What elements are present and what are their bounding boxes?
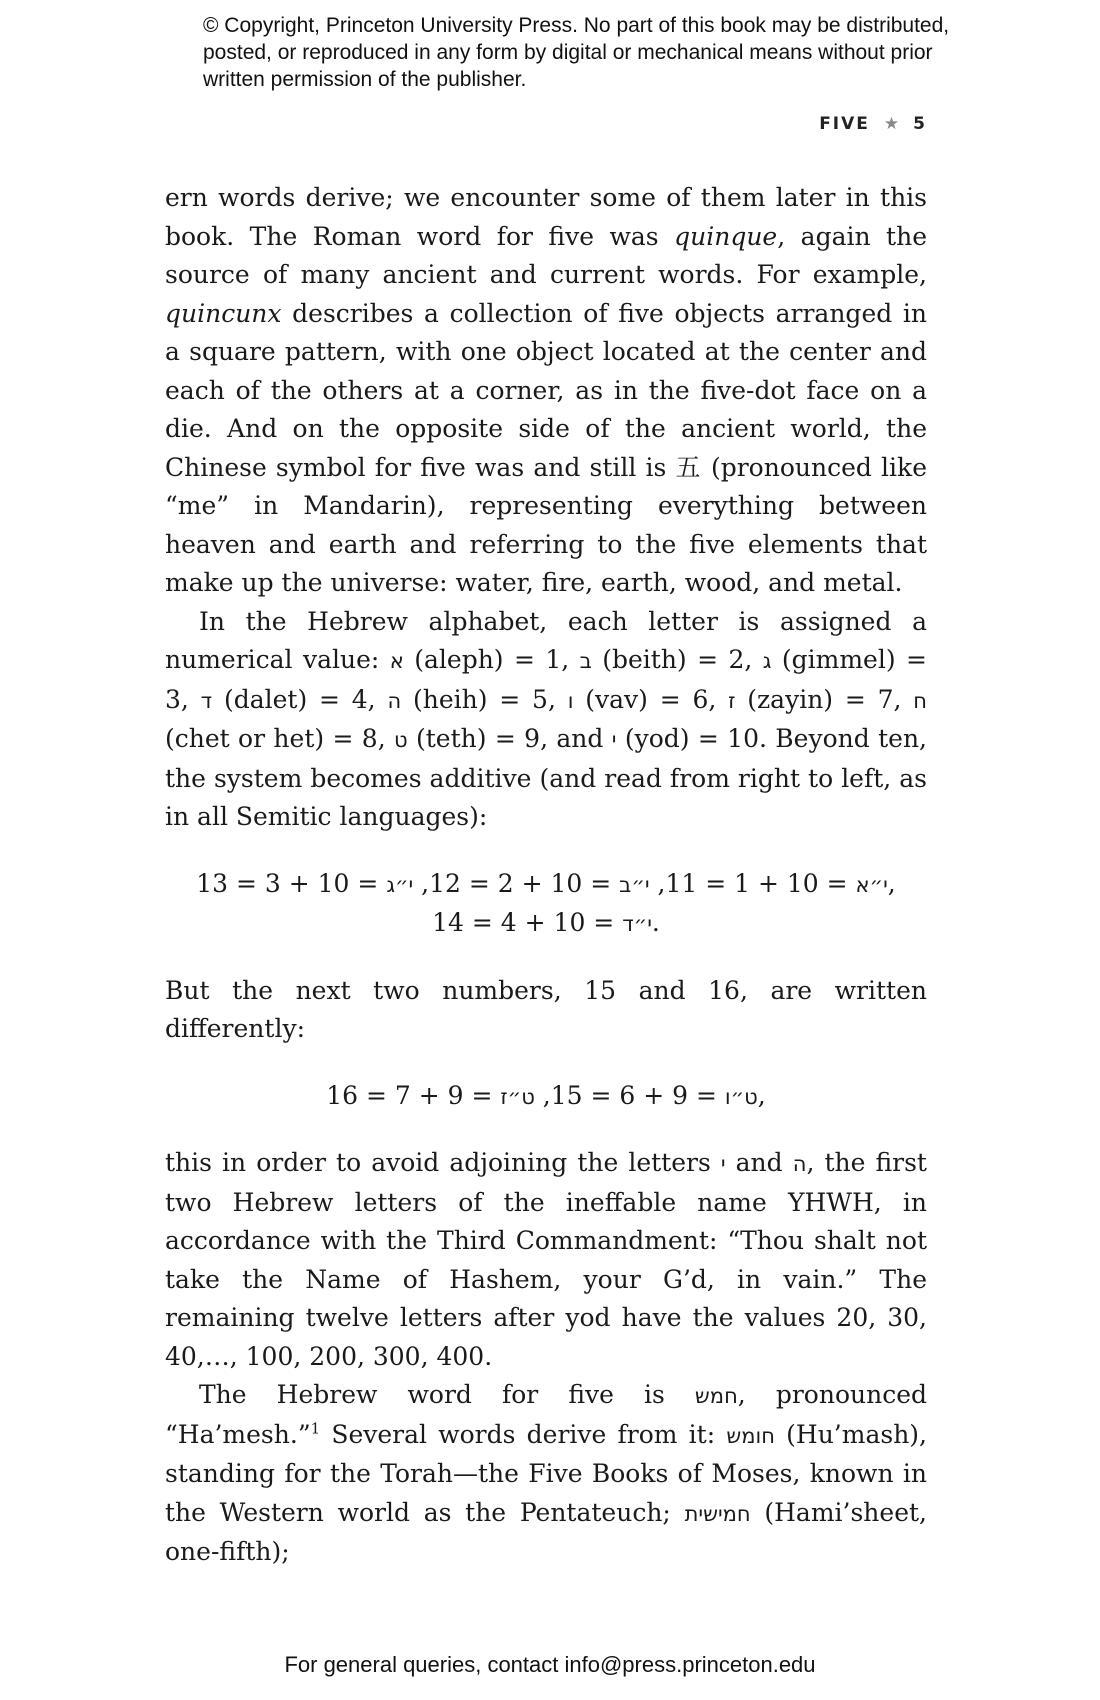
paragraph-1	[165, 179, 927, 603]
hebrew-letter: ז	[728, 688, 736, 713]
star-icon: ★	[883, 114, 900, 134]
hebrew-numeral: י״ב	[619, 872, 650, 897]
hebrew-letter: ח	[913, 688, 928, 713]
paragraph-2	[165, 603, 927, 837]
hebrew-numeral: י״ג	[386, 872, 414, 897]
text-run: (heih) = 5,	[401, 684, 568, 714]
paragraph-3: But the next two numbers, 15 and 16, are written differently:	[165, 975, 927, 1043]
chapter-title: FIVE	[819, 114, 870, 134]
text-run: , again the source of many ancient and current words. For example,	[165, 221, 927, 289]
text-run: (yod) = 10. Beyond ten, the system becomes additive (and read from right to left, as in all Semitic languages):	[165, 724, 928, 831]
text-run: = 10 + 1 = 11,	[649, 868, 856, 898]
hebrew-numeral: י״ד	[622, 912, 652, 936]
text-run: (aleph) = 1,	[403, 645, 580, 674]
text-run: The Hebrew word for five is	[199, 1380, 695, 1409]
text-run: and	[725, 1148, 793, 1177]
hebrew-letter: י	[720, 1152, 726, 1176]
equation-block-2	[165, 1077, 927, 1117]
hebrew-numeral: ט״ו	[724, 1084, 758, 1109]
hebrew-letter: ט	[394, 728, 408, 752]
text-run: = 9 + 6 = 15,	[534, 1080, 725, 1110]
text-run: Several words derive from it:	[320, 1419, 727, 1449]
text-run: , pronounced “Ha’mesh.”	[165, 1380, 927, 1449]
text-run: (Hu’mash), standing for the Torah—the Five Books of Moses, known in the Western world as the Pentateuch;	[165, 1419, 927, 1527]
text-run: (gimmel) = 3,	[165, 645, 927, 714]
text-run: = 10 + 4 = 14.	[432, 908, 660, 937]
latin-word-quincunx: quincunx	[165, 298, 282, 328]
text-run: = 9 + 7 = 16,	[326, 1080, 766, 1110]
hebrew-letter: ב	[579, 649, 592, 673]
text-run: In the Hebrew alphabet, each letter is assigned a numerical value:	[165, 606, 927, 674]
hebrew-letter: ד	[200, 688, 213, 713]
paragraph-5	[165, 1376, 927, 1572]
hebrew-numeral: י״א	[855, 872, 888, 897]
text-run: (vav) = 6,	[573, 684, 729, 714]
equation-block-1	[165, 865, 927, 944]
text-run: (teth) = 9, and	[407, 724, 612, 753]
text-run: (beith) = 2,	[591, 645, 763, 674]
footer-contact: For general queries, contact info@press.princeton.edu	[284, 1652, 816, 1677]
body-text	[165, 179, 927, 1572]
text-run: this in order to avoid adjoining the letters	[165, 1148, 721, 1177]
hebrew-numeral: ט״ז	[500, 1084, 535, 1109]
hebrew-word: חומש	[726, 1423, 775, 1448]
text-run: , the first two Hebrew letters of the ineffable name YHWH, in accordance with the Third Commandment: “Thou shalt not take the Name of Hashem, your G’d, in vain.” The remaining twelve letters after yod have the values 20, 30, 40,…, 100, 200, 300, 400.	[165, 1148, 927, 1371]
hebrew-word: חמש	[694, 1384, 738, 1408]
hebrew-letter: ו	[567, 688, 574, 713]
text-run: (zayin) = 7,	[735, 684, 914, 714]
hebrew-letter: ה	[387, 688, 402, 713]
latin-word-quinque: quinque	[674, 221, 778, 251]
running-head	[819, 114, 927, 134]
footnote-marker[interactable]: 1	[310, 1419, 321, 1438]
text-run: ern words derive; we encounter some of them later in this book. The Roman word for five was	[165, 183, 927, 251]
hebrew-letter: ג	[762, 649, 772, 673]
text-run: describes a collection of five objects arranged in a square pattern, with one object located at the center and each of the others at a corner, as in the five-dot face on a die. And on the opposite side of the ancient world, the Chinese symbol for five was and still is 五 (pronounced like “me” in Mandarin), representing everything between heaven and earth and referring to the five elements that make up the universe: water, fire, earth, wood, and metal.	[165, 298, 927, 597]
hebrew-letter: י	[611, 728, 617, 752]
text-run: (dalet) = 4,	[212, 684, 388, 714]
paragraph-4	[165, 1144, 927, 1376]
hebrew-letter: א	[389, 649, 404, 673]
text-run: = 10 + 3 = 13,	[196, 868, 896, 898]
text-run: (chet or het) = 8,	[165, 724, 395, 753]
text-run: = 10 + 2 = 12,	[413, 868, 620, 898]
copyright-notice: © Copyright, Princeton University Press. No part of this book may be distributed, posted, or reproduced in any form by digital or mechanical means without prior written permission of the publisher.	[203, 14, 950, 91]
page-number: 5	[913, 114, 927, 134]
hebrew-letter: ה	[792, 1152, 807, 1176]
text-run: (Hami’sheet, one-fifth);	[165, 1497, 927, 1566]
hebrew-word: חמישית	[684, 1501, 751, 1526]
